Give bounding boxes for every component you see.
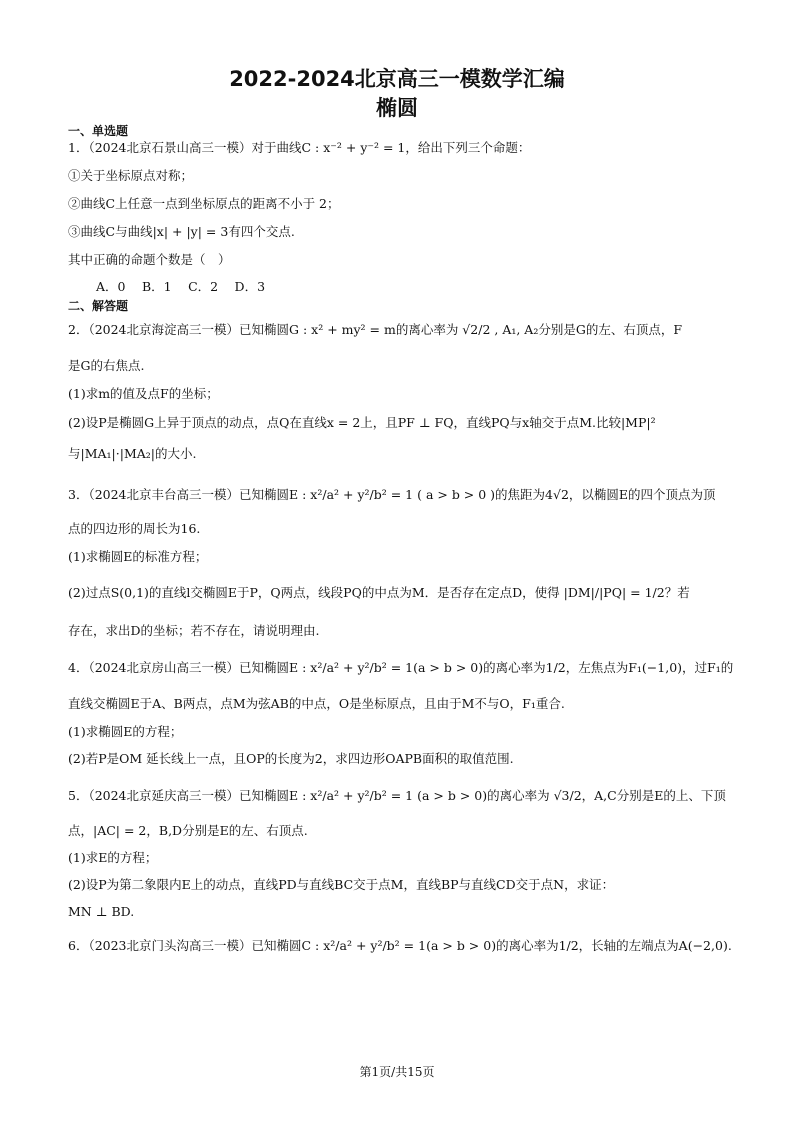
q1-question: 其中正确的命题个数是（ ） [68,252,231,267]
q5-part-2: (2)设P为第二象限内E上的动点，直线PD与直线BC交于点M，直线BP与直线CD交于点N，求证： [68,877,615,892]
q1-stem: 1．（2024北京石景山高三一模）对于曲线C : x⁻² + y⁻² = 1，给出下列三个命题： [68,140,531,155]
document-subtitle: 椭圆 [376,96,418,120]
q2-part-2-cont: 与|MA₁|·|MA₂|的大小. [68,446,197,461]
q4-part-2: (2)若P是OM 延长线上一点，且OP的长度为2，求四边形OAPB面积的取值范围. [68,751,514,766]
q3-part-1: (1)求椭圆E的标准方程； [68,549,208,564]
q4-part-1: (1)求椭圆E的方程； [68,724,183,739]
q4-stem: 4．（2024北京房山高三一模）已知椭圆E : x²/a² + y²/b² = 1(a > b > 0)的离心率为1/2，左焦点为F₁(−1,0)，过F₁的 [68,660,734,675]
q5-part-2-cont: MN ⊥ BD. [68,904,135,919]
q1-options: A．0 B．1 C．2 D．3 [96,279,266,294]
document-title: 2022-2024北京高三一模数学汇编 [229,67,565,91]
q4-stem-cont: 直线交椭圆E于A、B两点，点M为弦AB的中点，O是坐标原点，且由于M不与O，F₁重合. [68,696,565,711]
page-footer: 第1页/共15页 [359,1065,435,1079]
q1-proposition-1: ①关于坐标原点对称； [68,168,194,183]
q5-stem-cont: 点，|AC| = 2，B,D分别是E的左、右顶点. [68,823,308,838]
q5-part-1: (1)求E的方程； [68,850,158,865]
q3-stem-cont: 点的四边形的周长为16. [68,521,201,536]
q2-part-1: (1)求m的值及点F的坐标； [68,386,219,401]
q1-proposition-2: ②曲线C上任意一点到坐标原点的距离不小于 2； [68,196,340,211]
q6-stem: 6．（2023北京门头沟高三一模）已知椭圆C : x²/a² + y²/b² = 1(a > b > 0)的离心率为1/2，长轴的左端点为A(−2,0). [68,938,732,953]
q2-stem: 2．（2024北京海淀高三一模）已知椭圆G : x² + my² = m的离心率为 √2/2 , A₁, A₂分别是G的左、右顶点，F [68,322,682,337]
q5-stem: 5．（2024北京延庆高三一模）已知椭圆E : x²/a² + y²/b² = 1 (a > b > 0)的离心率为 √3/2，A,C分别是E的上、下顶 [68,788,726,803]
q1-proposition-3: ③曲线C与曲线|x| + |y| = 3有四个交点. [68,224,295,239]
q3-part-2-cont: 存在，求出D的坐标；若不存在，请说明理由. [68,623,320,638]
q3-stem: 3．（2024北京丰台高三一模）已知椭圆E : x²/a² + y²/b² = 1 ( a > b > 0 )的焦距为4√2，以椭圆E的四个顶点为顶 [68,487,716,502]
q2-part-2: (2)设P是椭圆G上异于顶点的动点，点Q在直线x = 2上，且PF ⊥ FQ，直线PQ与x轴交于点M.比较|MP|² [68,415,656,430]
q2-stem-cont: 是G的右焦点. [68,358,145,373]
q3-part-2: (2)过点S(0,1)的直线l交椭圆E于P，Q两点，线段PQ的中点为M．是否存在定点D，使得 |DM|/|PQ| = 1/2？若 [68,585,690,600]
section-heading-single-choice: 一、单选题 [68,124,129,138]
section-heading-answer: 二、解答题 [68,299,129,313]
